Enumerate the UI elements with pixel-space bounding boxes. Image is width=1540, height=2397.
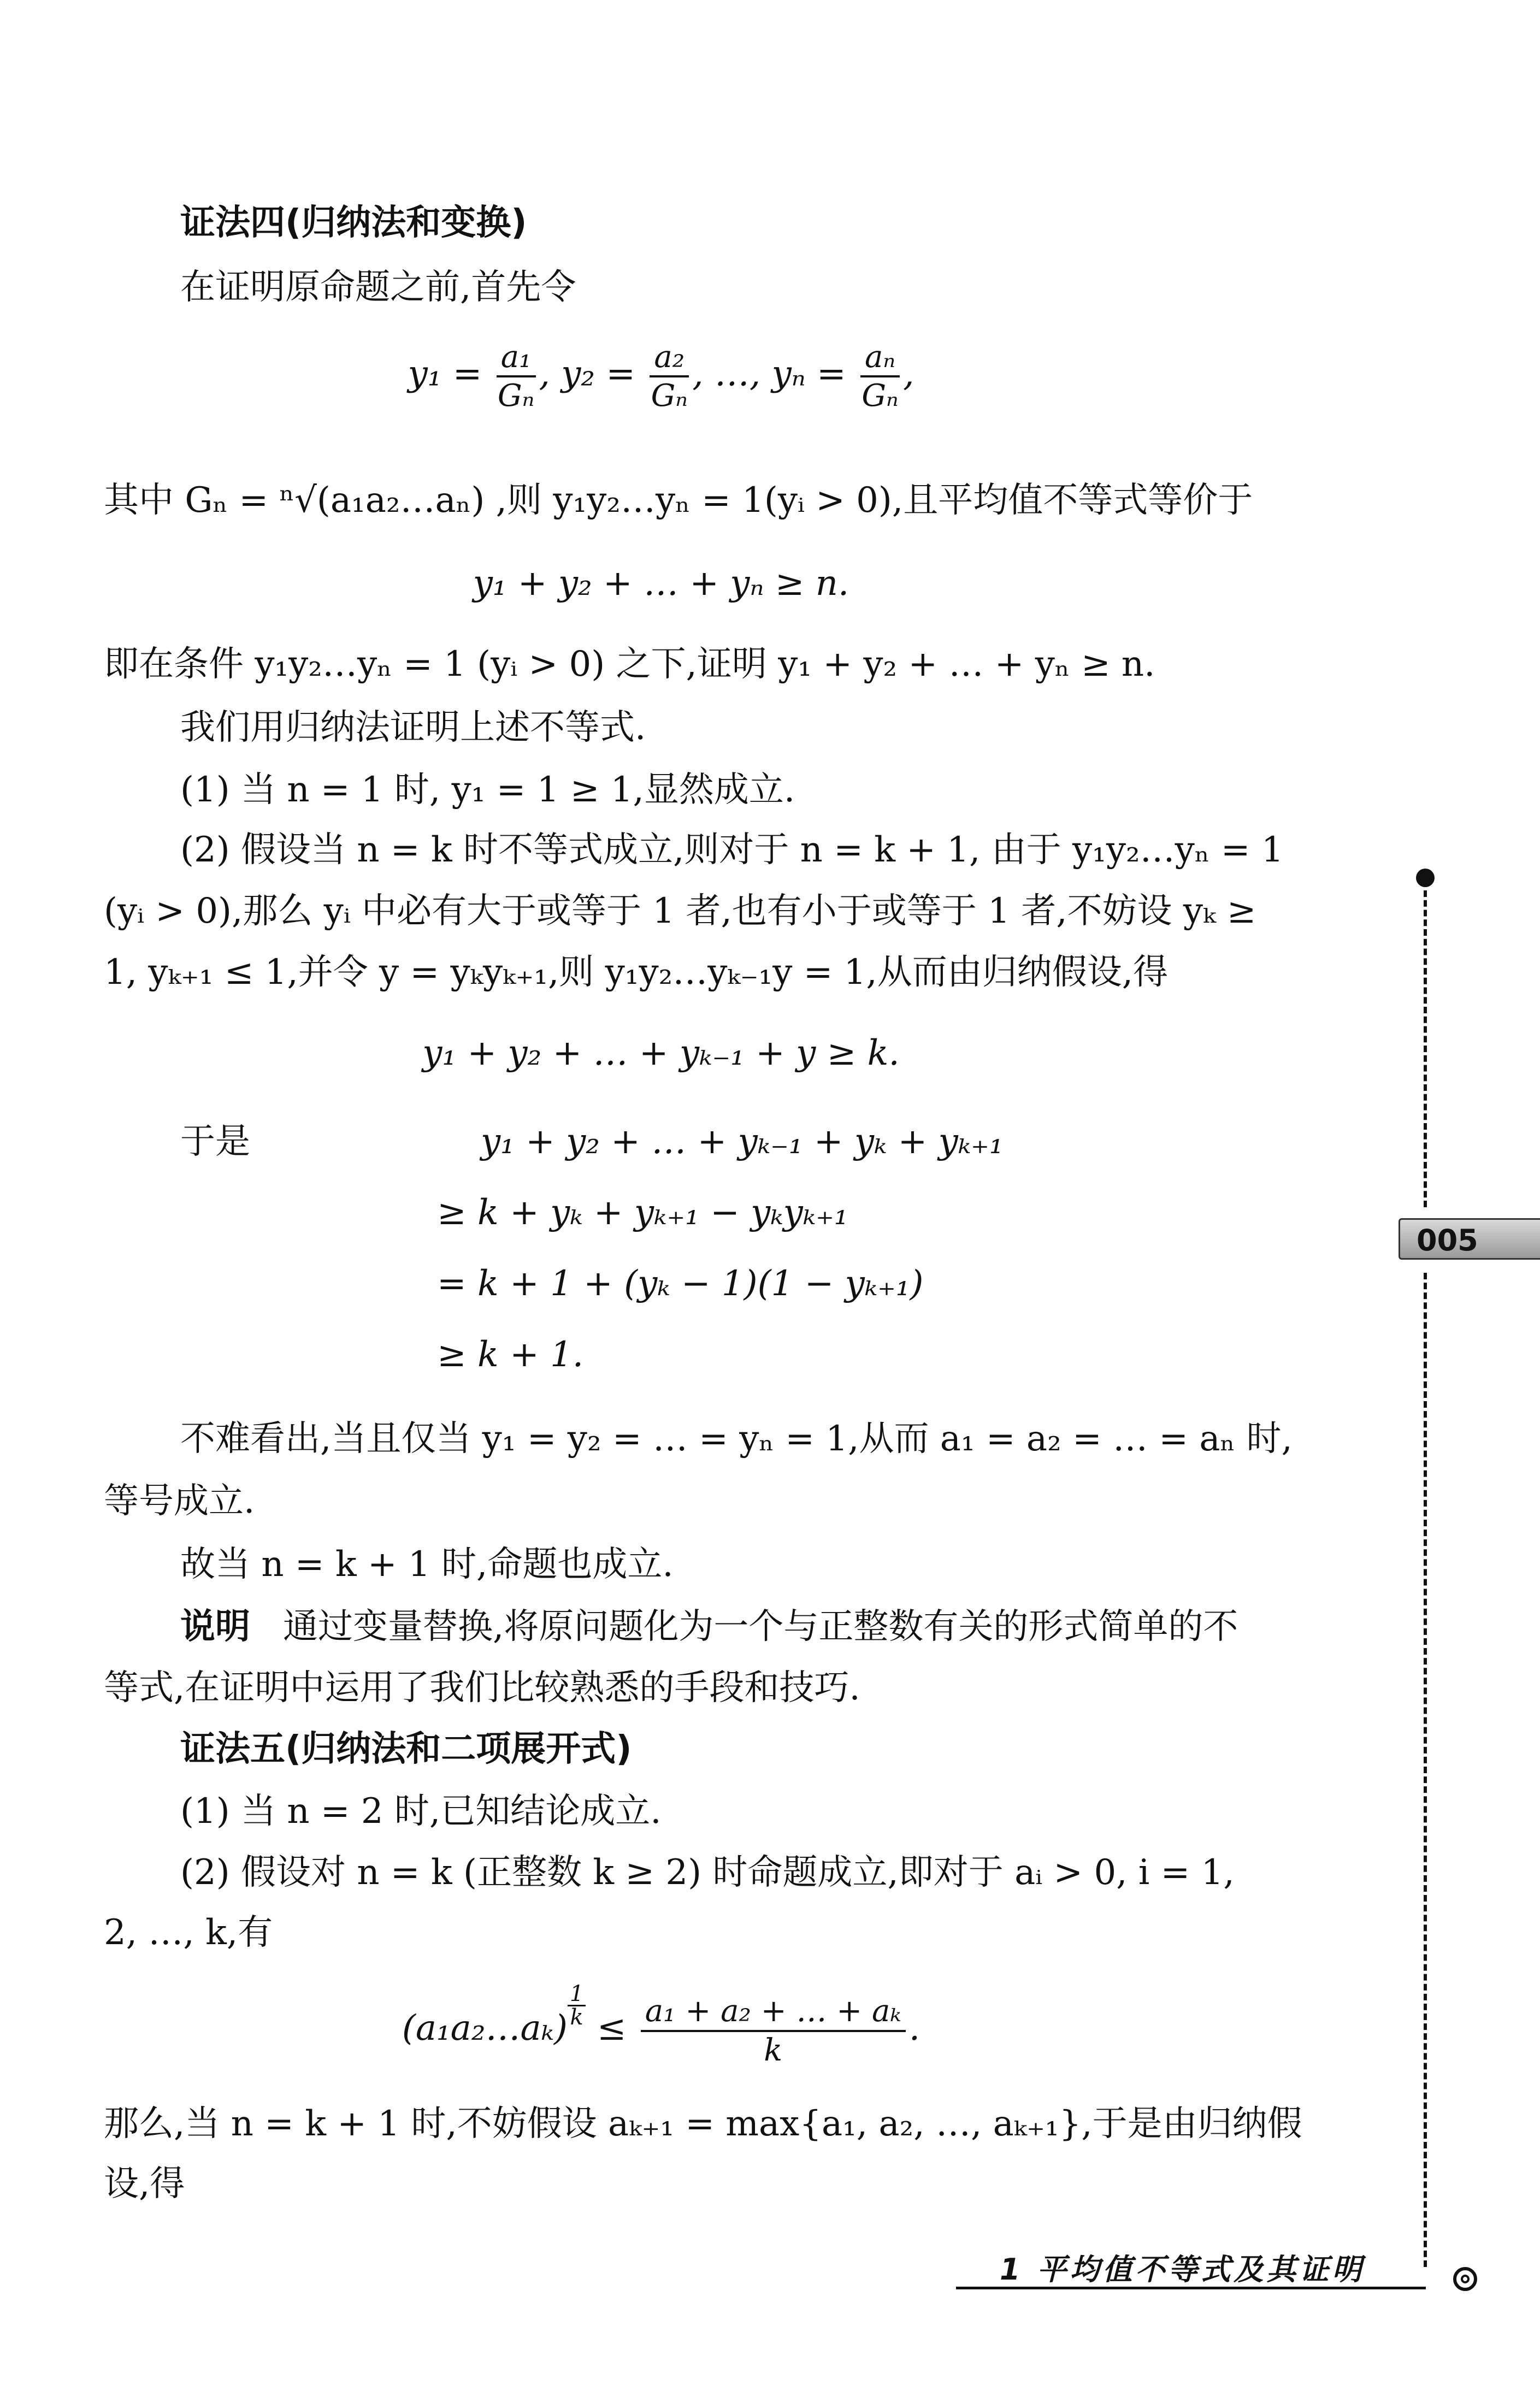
equation-sum-ge-n: y₁ + y₂ + … + yₙ ≥ n. (473, 563, 849, 604)
step-1: (1) 当 n = 1 时, y₁ = 1 ≥ 1,显然成立. (180, 770, 795, 810)
margin-dashed-line-top (1424, 890, 1427, 1207)
exponent-one-over-k (568, 1983, 586, 2028)
note-label: 说明 (180, 1607, 250, 1647)
paragraph-induction: 我们用归纳法证明上述不等式. (180, 707, 646, 748)
fraction-an-gn (860, 339, 900, 414)
paragraph-intro: 在证明原命题之前,首先令 (180, 267, 576, 308)
eq4-rel: ≤ (586, 2008, 638, 2048)
frac-num: a₂ (650, 339, 689, 377)
exp-den: k (570, 2005, 583, 2030)
paragraph-equality-line-2: 等号成立. (104, 1481, 255, 1521)
paragraph-condition: 即在条件 y₁y₂…yₙ = 1 (yᵢ > 0) 之下,证明 y₁ + y₂ + … + yₙ ≥ n. (104, 644, 1155, 684)
eq1-y1: y₁ = (408, 353, 493, 394)
equation-substitution (0, 339, 1322, 414)
method-5-step-2-line-1: (2) 假设对 n = k (正整数 k ≥ 2) 时命题成立,即对于 aᵢ > 0, i = 1, (180, 1852, 1235, 1893)
frac-den: Gₙ (862, 378, 899, 414)
equation-am-gm-k (0, 1983, 1322, 2069)
equation-induction-hypothesis: y₁ + y₂ + … + yₖ₋₁ + y ≥ k. (422, 1033, 900, 1073)
note-line-1 (180, 1606, 1238, 1648)
exp-num: 1 (568, 1983, 586, 2006)
label-yushi: 于是 (180, 1121, 250, 1162)
fraction-a1-gn (497, 339, 536, 414)
step-2-line-3: 1, yₖ₊₁ ≤ 1,并令 y = yₖyₖ₊₁,则 y₁y₂…yₖ₋₁y = 1,从而由归纳假设,得 (104, 952, 1169, 993)
fraction-mean (641, 1993, 906, 2068)
frac-den: Gₙ (651, 378, 688, 414)
heading-method-5: 证法五(归纳法和二项展开式) (180, 1729, 632, 1769)
paragraph-then-line-1: 那么,当 n = k + 1 时,不妨假设 aₖ₊₁ = max{a₁, a₂, …, aₖ₊₁},于是由归纳假 (104, 2104, 1302, 2144)
eq1-sep1: , y₂ = (539, 353, 647, 394)
footer-rule (956, 2287, 1426, 2289)
eq1-end: , (903, 353, 914, 394)
eq1-sep2: , …, yₙ = (692, 353, 857, 394)
chain-line-1: y₁ + y₂ + … + yₖ₋₁ + yₖ + yₖ₊₁ (481, 1121, 1004, 1162)
paragraph-where: 其中 Gₙ = ⁿ√(a₁a₂…aₙ) ,则 y₁y₂…yₙ = 1(yᵢ > 0),且平均值不等式等价于 (104, 480, 1253, 521)
step-2-line-2: (yᵢ > 0),那么 yᵢ 中必有大于或等于 1 者,也有小于或等于 1 者,不妨设 yₖ ≥ (104, 891, 1256, 931)
frac-den: k (764, 2032, 783, 2068)
note-text-1: 通过变量替换,将原问题化为一个与正整数有关的形式简单的不 (283, 1607, 1238, 1647)
heading-method-4: 证法四(归纳法和变换) (180, 203, 527, 243)
chain-line-2: ≥ k + yₖ + yₖ₊₁ − yₖyₖ₊₁ (437, 1192, 848, 1233)
method-5-step-1: (1) 当 n = 2 时,已知结论成立. (180, 1791, 662, 1832)
margin-dashed-line-bottom (1424, 1273, 1427, 2267)
frac-den: Gₙ (497, 378, 535, 414)
paragraph-then-line-2: 设,得 (104, 2164, 185, 2204)
step-2-line-1: (2) 假设当 n = k 时不等式成立,则对于 n = k + 1, 由于 y₁y₂…yₙ = 1 (180, 830, 1284, 870)
paragraph-equality-line-1: 不难看出,当且仅当 y₁ = y₂ = … = yₙ = 1,从而 a₁ = a₂ = … = aₙ 时, (180, 1419, 1293, 1459)
footer-circle-icon (1453, 2267, 1477, 2291)
page-number-tab (1399, 1218, 1540, 1260)
margin-dot-icon (1416, 869, 1435, 887)
frac-num: a₁ + a₂ + … + aₖ (641, 1993, 906, 2032)
method-5-step-2-line-2: 2, …, k,有 (104, 1912, 273, 1953)
frac-num: a₁ (497, 339, 536, 377)
fraction-a2-gn (650, 339, 689, 414)
chain-line-3: = k + 1 + (yₖ − 1)(1 − yₖ₊₁) (437, 1264, 924, 1304)
eq4-end: . (908, 2008, 921, 2048)
frac-num: aₙ (860, 339, 900, 377)
chain-line-4: ≥ k + 1. (437, 1335, 584, 1375)
paragraph-hence: 故当 n = k + 1 时,命题也成立. (180, 1544, 674, 1585)
page-number: 005 (1417, 1223, 1478, 1257)
running-footer: 1 平均值不等式及其证明 (1000, 2252, 1365, 2287)
note-line-2: 等式,在证明中运用了我们比较熟悉的手段和技巧. (104, 1668, 860, 1708)
eq4-lhs: (a₁a₂…aₖ) (402, 2008, 568, 2048)
